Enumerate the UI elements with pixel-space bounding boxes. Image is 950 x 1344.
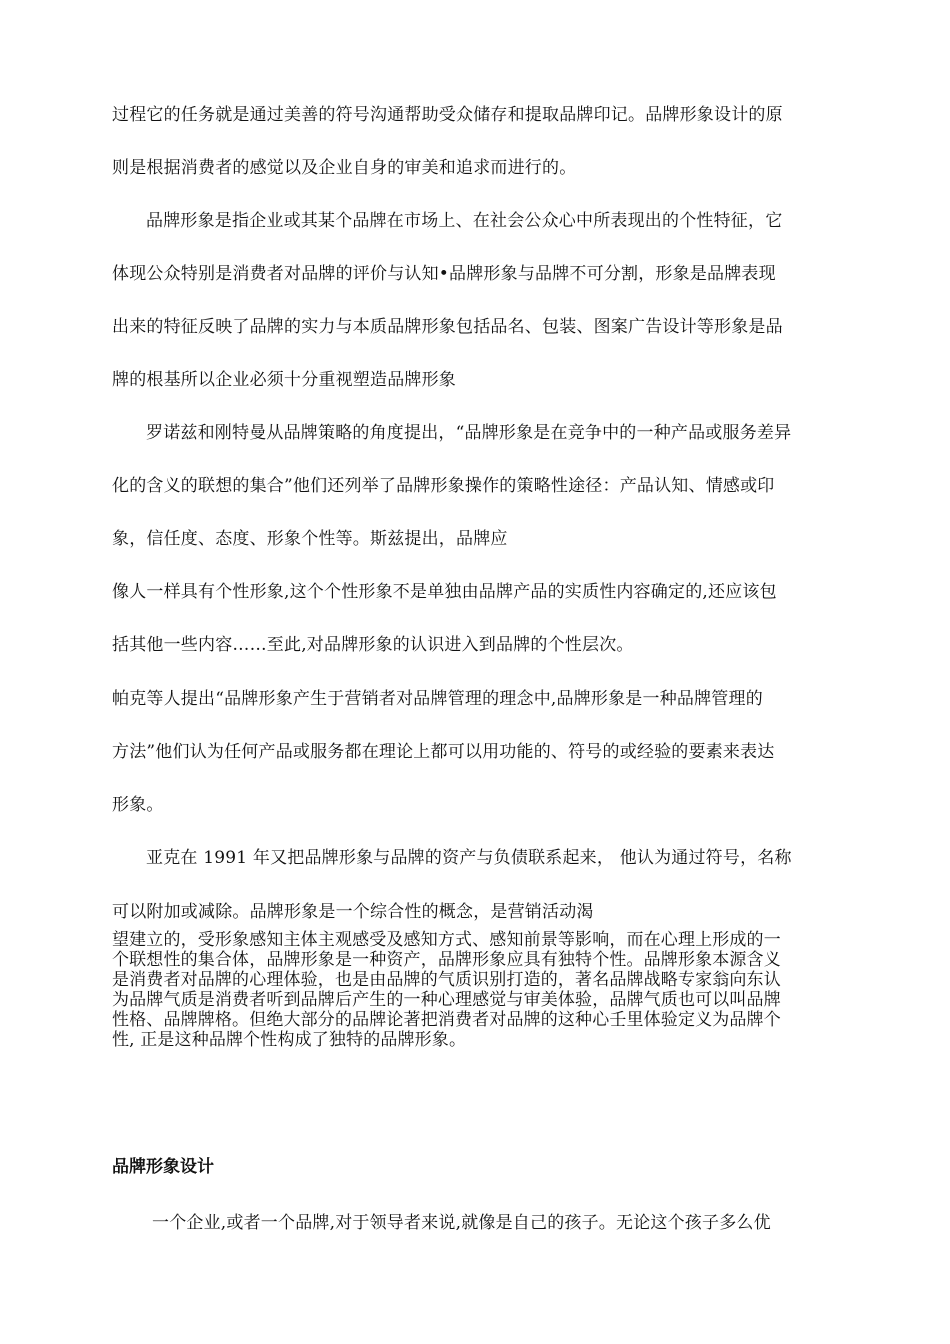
text-line: 罗诺兹和刚特曼从品牌策略的角度提出，“品牌形象是在竞争中的一种产品或服务差异 [146,423,792,443]
text-line: 亚克在 1991 年又把品牌形象与品牌的资产与负债联系起来， 他认为通过符号，名称 [146,848,792,868]
text-line: 体现公众特别是消费者对品牌的评价与认知•品牌形象与品牌不可分割，形象是品牌表现 [112,264,776,284]
text-line: 括其他一些内容……至此,对品牌形象的认识进入到品牌的个性层次。 [112,635,634,655]
text-line: 像人一样具有个性形象,这个个性形象不是单独由品牌产品的实质性内容确定的,还应该包 [112,582,777,602]
paragraph-7 [112,930,860,1050]
text-line: 性格、品牌牌格。但绝大部分的品牌论著把消费者对品牌的这种心壬里体验定义为品牌个 [112,1010,781,1030]
text-line: 则是根据消费者的感觉以及企业自身的审美和追求而进行的。 [112,158,577,178]
text-line: 出来的特征反映了品牌的实力与本质品牌形象包括品名、包装、图案广告设计等形象是品 [112,317,783,337]
text-line: 可以附加或减除。品牌形象是一个综合性的概念，是营销活动渴 [112,902,594,922]
text-line: 形象。 [112,795,164,815]
text-line: 为品牌气质是消费者听到品牌后产生的一种心理感觉与审美体验，品牌气质也可以叫品牌 [112,990,781,1010]
text-line: 象，信任度、态度、形象个性等。斯兹提出，品牌应 [112,529,508,549]
text-line: 帕克等人提出“品牌形象产生于营销者对品牌管理的理念中,品牌形象是一种品牌管理的 [112,689,763,709]
text-line: 牌的根基所以企业必须十分重视塑造品牌形象 [112,370,456,390]
text-line: 一个企业,或者一个品牌,对于领导者来说,就像是自己的孩子。无论这个孩子多么优 [152,1213,771,1233]
text-line: 望建立的，受形象感知主体主观感受及感知方式、感知前景等影响，而在心理上形成的一 [112,930,781,950]
text-line: 品牌形象是指企业或其某个品牌在市场上、在社会公众心中所表现出的个性特征，它 [146,211,783,231]
text-line: 个联想性的集合体，品牌形象是一种资产，品牌形象应具有独特个性。品牌形象本源含义 [112,950,781,970]
section-heading: 品牌形象设计 [112,1157,214,1177]
text-line: 是消费者对品牌的心理体验，也是由品牌的气质识别打造的，著名品牌战略专家翁向东认 [112,970,781,990]
text-line: 性, 正是这种品牌个性构成了独特的品牌形象。 [112,1030,467,1050]
text-line: 方法”他们认为任何产品或服务都在理论上都可以用功能的、符号的或经验的要素来表达 [112,742,775,762]
text-line: 过程它的任务就是通过美善的符号沟通帮助受众储存和提取品牌印记。品牌形象设计的原 [112,105,783,125]
text-line: 化的含义的联想的集合”他们还列举了品牌形象操作的策略性途径：产品认知、情感或印 [112,476,775,496]
